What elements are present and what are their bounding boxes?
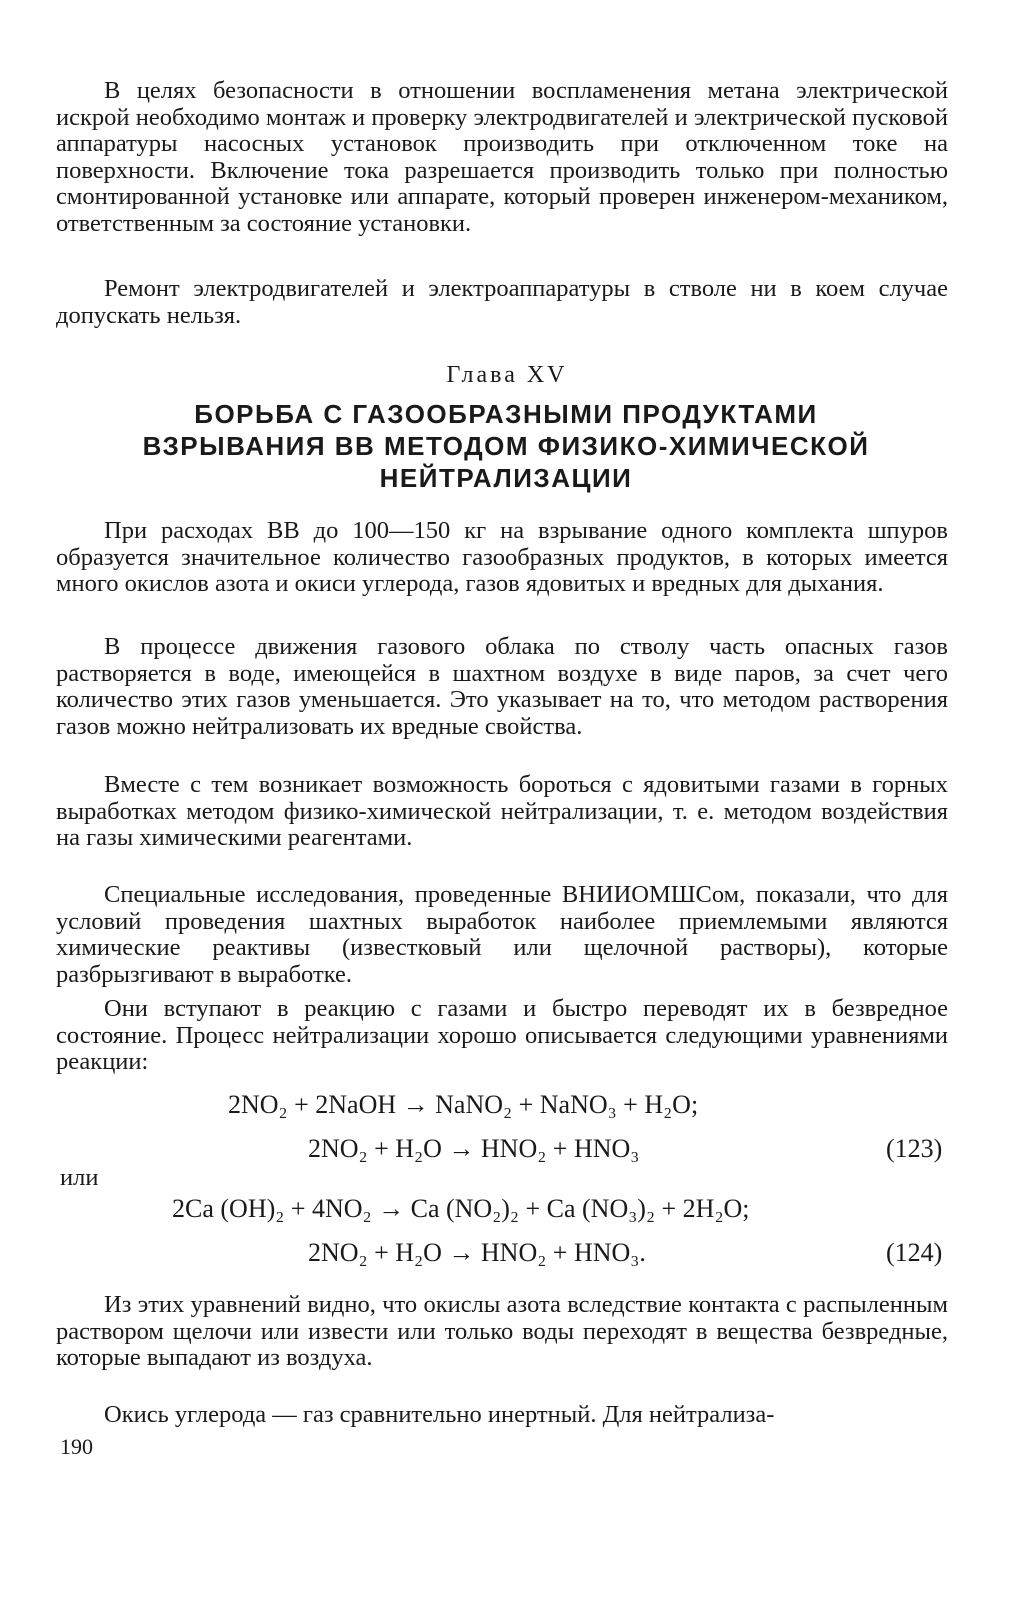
equation-2: 2NO₂ + H₂O → HNO₂ + HNO₃ — [308, 1134, 640, 1163]
paragraph-safety: В целях безопасности в отношении воспламенения метана электрической искрой необходимо монтаж и проверку электродвигателей и электрической пусковой аппаратуры насосных установок производить при отключенном токе на поверхности. Включение тока разрешается производить только при полностью смонтированной установке или аппарате, который проверен инженером-механиком, ответственным за состояние установки. — [56, 77, 948, 237]
equation-number-123: (123) — [886, 1134, 943, 1163]
paragraph-conclusion: Из этих уравнений видно, что окислы азота вследствие контакта с распыленным раствором щелочи или извести или только воды переходят в вещества безвредные, которые выпадают из воздуха. — [56, 1291, 948, 1371]
chapter-title-line: БОРЬБА С ГАЗООБРАЗНЫМИ ПРОДУКТАМИ — [194, 399, 818, 429]
page-number: 190 — [60, 1434, 93, 1459]
chapter-title-line: ВЗРЫВАНИЯ ВВ МЕТОДОМ ФИЗИКО-ХИМИЧЕСКОЙ — [142, 431, 870, 461]
equation-4: 2NO₂ + H₂O → HNO₂ + HNO₃. — [308, 1238, 646, 1267]
paragraph-research: Специальные исследования, проведенные ВНИИОМШСом, показали, что для условий проведения шахтных выработок наиболее приемлемыми являются химические реактивы (известковый или щелочной растворы), которые разбрызгивают в выработке. — [56, 881, 948, 988]
chapter-title — [60, 398, 952, 494]
equation-3: 2Ca (OH)₂ + 4NO₂ → Ca (NO₂)₂ + Ca (NO₃)₂ + 2H₂O; — [172, 1194, 750, 1223]
paragraph-repair: Ремонт электродвигателей и электроаппаратуры в стволе ни в коем случае допускать нельзя. — [56, 275, 948, 329]
chapter-title-line: НЕЙТРАЛИЗАЦИИ — [379, 463, 633, 493]
equation-1: 2NO₂ + 2NaOH → NaNO₂ + NaNO₃ + H₂O; — [228, 1090, 699, 1119]
paragraph-neutralization: Вместе с тем возникает возможность бороться с ядовитыми газами в горных выработках методом физико-химической нейтрализации, т. е. методом воздействия на газы химическими реагентами. — [56, 771, 948, 851]
paragraph-gas-cloud: В процессе движения газового облака по стволу часть опасных газов растворяется в воде, имеющейся в шахтном воздухе в виде паров, за счет чего количество этих газов уменьшается. Это указывает на то, что методом растворения газов можно нейтрализовать их вредные свойства. — [56, 633, 948, 740]
conjunction-or: или — [60, 1164, 99, 1191]
paragraph-reaction-intro: Они вступают в реакцию с газами и быстро переводят их в безвредное состояние. Процесс нейтрализации хорошо описывается следующими уравнениями реакции: — [56, 995, 948, 1075]
paragraph-gas-products: При расходах ВВ до 100—150 кг на взрывание одного комплекта шпуров образуется значительное количество газообразных продуктов, в которых имеется много окислов азота и окиси углерода, газов ядовитых и вредных для дыхания. — [56, 517, 948, 597]
paragraph-carbon-monoxide: Окись углерода — газ сравнительно инертный. Для нейтрализа- — [104, 1401, 775, 1428]
chapter-label: Глава XV — [446, 362, 568, 388]
equation-number-124: (124) — [886, 1238, 943, 1267]
